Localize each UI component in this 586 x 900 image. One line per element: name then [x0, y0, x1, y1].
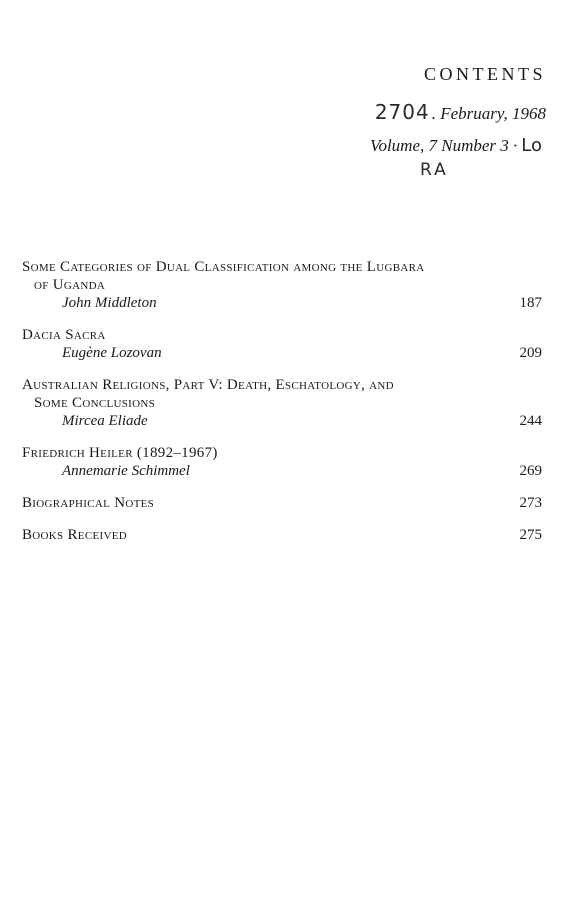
entry-author: John Middleton [62, 295, 157, 311]
entry-title [22, 526, 542, 544]
entry-page-number: 209 [519, 345, 542, 361]
handwritten-suffix: Lo [521, 135, 542, 156]
entry-title [22, 376, 542, 412]
toc-entry-biographical-notes [22, 494, 542, 512]
handwritten-number: 2704 [374, 100, 430, 124]
volume-number: Volume, 7 Number 3 · [369, 136, 518, 155]
entry-title-line: Books Received [22, 527, 127, 543]
entry-page-number: 275 [519, 527, 542, 543]
contents-header [0, 0, 586, 200]
entry-title-line: Biographical Notes [22, 495, 155, 511]
volume-line [370, 135, 542, 156]
issue-date-line [375, 100, 546, 124]
entry-page-number: 273 [519, 495, 542, 511]
entry-author: Annemarie Schimmel [62, 463, 190, 479]
entry-page-number: 244 [519, 413, 542, 429]
entry-title [22, 494, 542, 512]
entry-title-line: Australian Religions, Part V: Death, Eschatology, and [22, 377, 394, 393]
entry-title-line: Some Categories of Dual Classification among the Lugbara [22, 259, 425, 275]
toc-entry-lugbara [22, 258, 542, 312]
entry-title-line: Dacia Sacra [22, 327, 106, 343]
entry-page-number: 187 [519, 295, 542, 311]
issue-date: . February, 1968 [431, 104, 546, 123]
contents-title: CONTENTS [424, 64, 546, 84]
entry-title-line: Some Conclusions [34, 395, 156, 411]
entry-title [22, 326, 542, 344]
entry-author: Mircea Eliade [62, 413, 148, 429]
toc-entry-friedrich-heiler [22, 444, 542, 480]
handwritten-initials: RA [420, 160, 449, 180]
entry-title-line: of Uganda [34, 277, 106, 293]
toc-entry-books-received [22, 526, 542, 544]
toc-entry-australian-religions [22, 376, 542, 430]
toc-entry-dacia-sacra [22, 326, 542, 362]
table-of-contents [22, 258, 542, 558]
entry-page-number: 269 [519, 463, 542, 479]
entry-title [22, 444, 542, 462]
entry-title-line: Friedrich Heiler (1892–1967) [22, 445, 218, 461]
entry-title [22, 258, 542, 294]
entry-author: Eugène Lozovan [62, 345, 162, 361]
